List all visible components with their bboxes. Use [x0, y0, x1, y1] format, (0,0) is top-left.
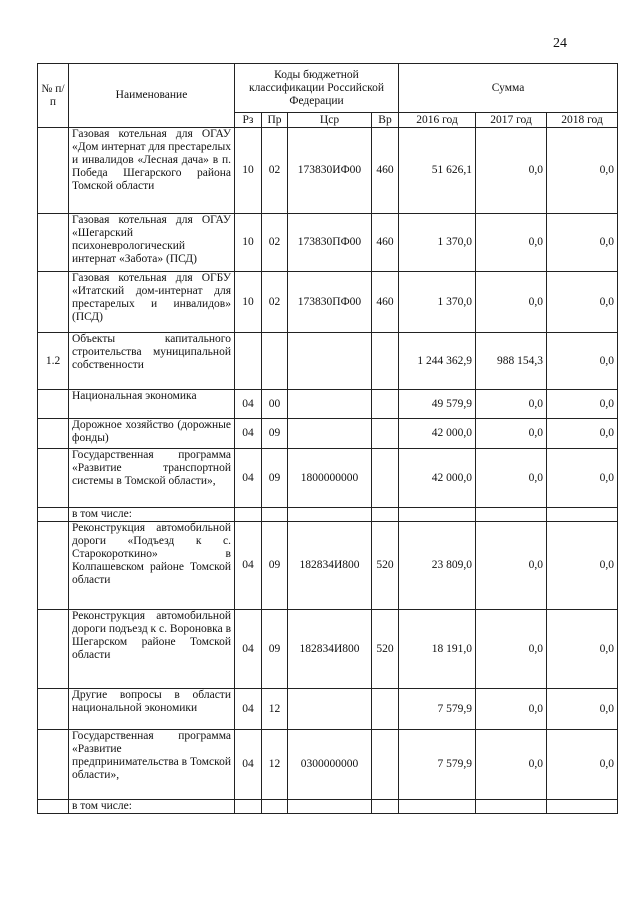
row-2016: 51 626,1	[399, 128, 476, 214]
row-2016	[399, 800, 476, 814]
row-num	[38, 272, 69, 333]
header-pr: Пр	[262, 113, 288, 128]
row-vr	[372, 800, 399, 814]
table-row	[38, 800, 618, 814]
row-csr: 182834И800	[288, 522, 372, 610]
row-2017: 0,0	[476, 730, 547, 800]
row-name: в том числе:	[69, 800, 235, 814]
header-codes: Коды бюджетной классификации Российской Федерации	[235, 64, 399, 113]
row-vr: 460	[372, 272, 399, 333]
row-2016: 49 579,9	[399, 390, 476, 419]
row-name: Газовая котельная для ОГАУ «Шегарский психоневрологический интернат «Забота» (ПСД)	[69, 214, 235, 272]
row-num	[38, 128, 69, 214]
row-name: Объекты капитального строительства муниципальной собственности	[69, 333, 235, 390]
row-2017: 0,0	[476, 419, 547, 449]
row-2016: 18 191,0	[399, 610, 476, 689]
header-csr: Цср	[288, 113, 372, 128]
row-2018: 0,0	[547, 689, 618, 730]
row-csr: 173830ПФ00	[288, 272, 372, 333]
table-row	[38, 522, 618, 610]
row-num	[38, 800, 69, 814]
table-row	[38, 128, 618, 214]
row-pr: 12	[262, 730, 288, 800]
row-num	[38, 390, 69, 419]
row-csr: 173830ПФ00	[288, 214, 372, 272]
row-vr	[372, 449, 399, 508]
header-num: № п/п	[38, 64, 69, 128]
row-2018: 0,0	[547, 610, 618, 689]
row-csr: 0300000000	[288, 730, 372, 800]
row-pr: 00	[262, 390, 288, 419]
row-rz: 04	[235, 730, 262, 800]
row-num	[38, 508, 69, 522]
row-vr	[372, 419, 399, 449]
row-csr	[288, 508, 372, 522]
row-pr: 12	[262, 689, 288, 730]
row-pr	[262, 508, 288, 522]
row-2016: 7 579,9	[399, 730, 476, 800]
header-name: Наименование	[69, 64, 235, 128]
row-csr	[288, 419, 372, 449]
table-row	[38, 214, 618, 272]
table-row	[38, 449, 618, 508]
header-sum: Сумма	[399, 64, 618, 113]
row-pr: 09	[262, 449, 288, 508]
row-2017: 0,0	[476, 610, 547, 689]
row-num	[38, 689, 69, 730]
row-name: Национальная экономика	[69, 390, 235, 419]
row-2017: 0,0	[476, 689, 547, 730]
row-vr: 520	[372, 522, 399, 610]
table-row	[38, 689, 618, 730]
row-pr: 02	[262, 272, 288, 333]
row-name: Государственная программа «Развитие предпринимательства в Томской области»,	[69, 730, 235, 800]
row-vr	[372, 689, 399, 730]
header-2016: 2016 год	[399, 113, 476, 128]
row-2017: 0,0	[476, 449, 547, 508]
row-2017: 0,0	[476, 128, 547, 214]
row-csr: 1800000000	[288, 449, 372, 508]
row-2018: 0,0	[547, 522, 618, 610]
row-rz: 10	[235, 272, 262, 333]
row-num	[38, 522, 69, 610]
row-csr: 182834И800	[288, 610, 372, 689]
row-pr: 02	[262, 214, 288, 272]
row-2016: 1 370,0	[399, 214, 476, 272]
row-2017: 0,0	[476, 214, 547, 272]
table-row	[38, 333, 618, 390]
row-name: Дорожное хозяйство (дорожные фонды)	[69, 419, 235, 449]
row-2018: 0,0	[547, 730, 618, 800]
header-2017: 2017 год	[476, 113, 547, 128]
table-row	[38, 508, 618, 522]
row-pr: 09	[262, 610, 288, 689]
row-2016: 42 000,0	[399, 419, 476, 449]
row-num	[38, 419, 69, 449]
row-rz	[235, 800, 262, 814]
row-csr: 173830ИФ00	[288, 128, 372, 214]
row-2017: 0,0	[476, 390, 547, 419]
row-name: Реконструкция автомобильной дороги «Подъезд к с. Старокороткино» в Колпашевском районе Томской области	[69, 522, 235, 610]
row-csr	[288, 689, 372, 730]
row-vr	[372, 390, 399, 419]
row-num	[38, 610, 69, 689]
row-pr: 02	[262, 128, 288, 214]
row-vr	[372, 730, 399, 800]
row-rz	[235, 333, 262, 390]
row-vr	[372, 508, 399, 522]
row-2017: 988 154,3	[476, 333, 547, 390]
row-2017	[476, 800, 547, 814]
table-row	[38, 610, 618, 689]
row-2017: 0,0	[476, 522, 547, 610]
row-2016: 23 809,0	[399, 522, 476, 610]
page-number: 24	[553, 36, 567, 51]
row-2018: 0,0	[547, 449, 618, 508]
budget-table	[37, 63, 618, 814]
row-2018	[547, 508, 618, 522]
row-vr	[372, 333, 399, 390]
row-vr: 520	[372, 610, 399, 689]
table-row	[38, 419, 618, 449]
row-rz: 04	[235, 419, 262, 449]
row-rz: 04	[235, 449, 262, 508]
row-vr: 460	[372, 214, 399, 272]
row-2018: 0,0	[547, 272, 618, 333]
header-2018: 2018 год	[547, 113, 618, 128]
row-2018: 0,0	[547, 128, 618, 214]
row-2016: 7 579,9	[399, 689, 476, 730]
table-row	[38, 730, 618, 800]
row-2018: 0,0	[547, 214, 618, 272]
row-name: Другие вопросы в области национальной экономики	[69, 689, 235, 730]
row-num	[38, 214, 69, 272]
row-name: Газовая котельная для ОГБУ «Итатский дом-интернат для престарелых и инвалидов» (ПСД)	[69, 272, 235, 333]
table-row	[38, 390, 618, 419]
row-num: 1.2	[38, 333, 69, 390]
row-rz: 04	[235, 522, 262, 610]
row-pr	[262, 333, 288, 390]
row-name: Государственная программа «Развитие транспортной системы в Томской области»,	[69, 449, 235, 508]
row-2016	[399, 508, 476, 522]
row-rz	[235, 508, 262, 522]
row-num	[38, 730, 69, 800]
row-2016: 42 000,0	[399, 449, 476, 508]
row-rz: 10	[235, 214, 262, 272]
row-name: Газовая котельная для ОГАУ «Дом интернат для престарелых и инвалидов «Лесная дача» в п. Победа Шегарского района Томской области	[69, 128, 235, 214]
header-rz: Рз	[235, 113, 262, 128]
row-rz: 10	[235, 128, 262, 214]
row-pr: 09	[262, 522, 288, 610]
row-2018	[547, 800, 618, 814]
row-vr: 460	[372, 128, 399, 214]
row-rz: 04	[235, 390, 262, 419]
header-vr: Вр	[372, 113, 399, 128]
row-2017	[476, 508, 547, 522]
row-csr	[288, 390, 372, 419]
row-2016: 1 370,0	[399, 272, 476, 333]
row-rz: 04	[235, 610, 262, 689]
row-2018: 0,0	[547, 390, 618, 419]
row-2018: 0,0	[547, 333, 618, 390]
row-csr	[288, 800, 372, 814]
row-rz: 04	[235, 689, 262, 730]
row-num	[38, 449, 69, 508]
row-2017: 0,0	[476, 272, 547, 333]
table-row	[38, 272, 618, 333]
row-name: в том числе:	[69, 508, 235, 522]
row-name: Реконструкция автомобильной дороги подъезд к с. Вороновка в Шегарском районе Томской области	[69, 610, 235, 689]
row-2018: 0,0	[547, 419, 618, 449]
row-2016: 1 244 362,9	[399, 333, 476, 390]
row-pr: 09	[262, 419, 288, 449]
row-pr	[262, 800, 288, 814]
row-csr	[288, 333, 372, 390]
